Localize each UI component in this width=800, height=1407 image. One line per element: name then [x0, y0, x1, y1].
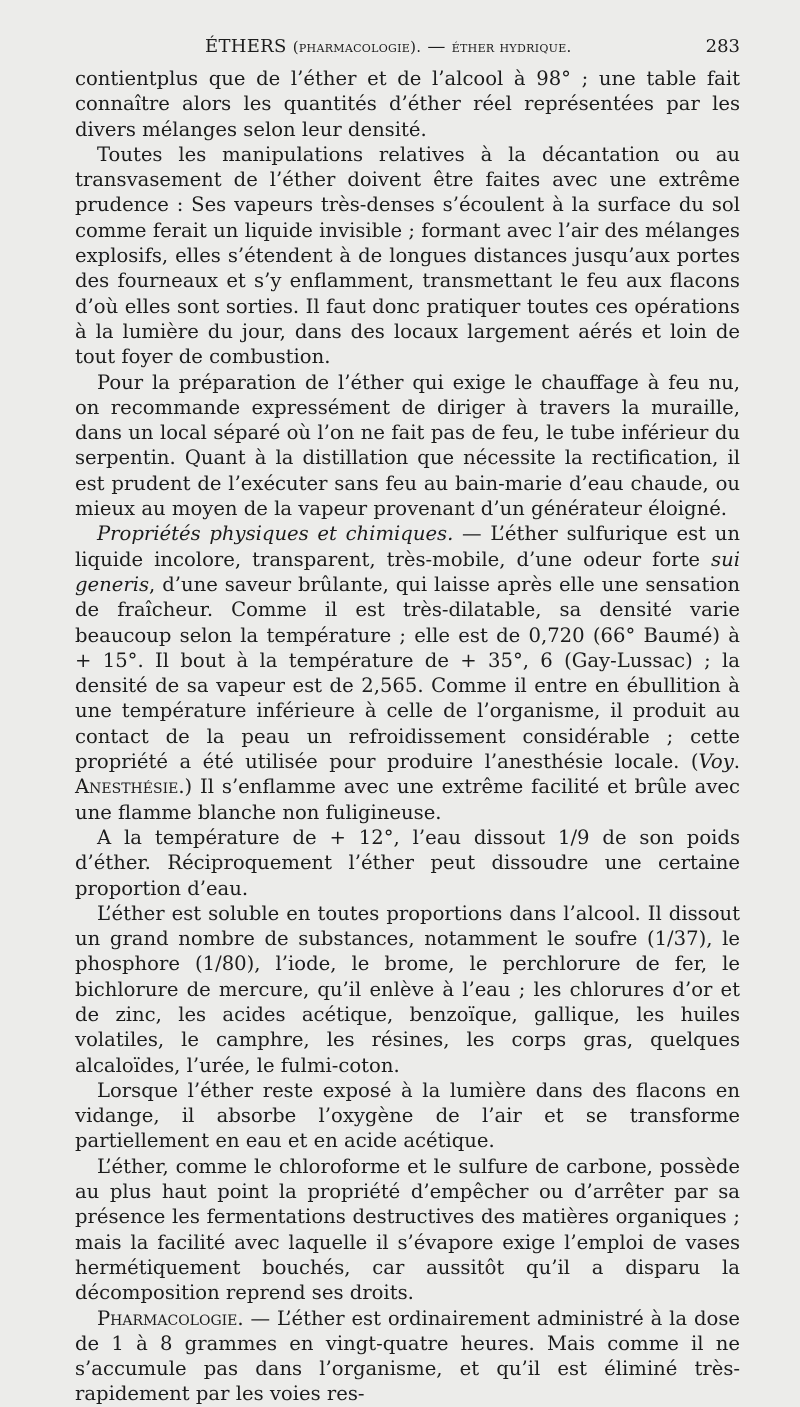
paragraph-1: contientplus que de l’éther et de l’alcool à 98° ; une table fait connaître alors les quantités d’éther réel représentées par les divers mélanges selon leur densité.	[75, 67, 740, 141]
section-heading-pharmacologie: Pharmacologie.	[97, 1306, 244, 1330]
paragraph-9	[75, 1306, 740, 1407]
page-body	[75, 66, 740, 1407]
paragraph-8: L’éther, comme le chloroforme et le sulfure de carbone, possède au plus haut point la propriété d’empêcher ou d’arrêter par sa présence les fermentations destructives des matières organiques ; mais la facilité avec laquelle il s’évapore exige l’emploi de vases hermétiquement bouchés, car aussitôt qu’il a disparu la décomposition reprend ses droits.	[75, 1154, 740, 1305]
paragraph-4-part-b: , d’une saveur brûlante, qui laisse après elle une sensation de fraîcheur. Comme il est très-dilatable, sa densité varie beaucoup selon la température ; elle est de 0,720 (66° Baumé) à + 15°. Il bout à la température de + 35°, 6 (Gay-Lussac) ; la densité de sa vapeur est de 2,565. Comme il entre en ébullition à une température inférieure à celle de l’organisme, il produit au contact de la peau un refroidissement considérable ; cette propriété a été utilisée pour produire l’anesthésie locale. (	[75, 572, 740, 774]
title-dash: —	[427, 36, 446, 57]
paragraph-2: Toutes les manipulations relatives à la décantation ou au transvasement de l’éther doivent être faites avec une extrême prudence : Ses vapeurs très-denses s’écoulent à la surface du sol comme ferait un liquide invisible ; formant avec l’air des mélanges explosifs, elles s’étendent à de longues distances jusqu’aux portes des fourneaux et s’y enflamment, transmettant le feu aux flacons d’où elles sont sorties. Il faut donc pratiquer toutes ces opérations à la lumière du jour, dans des locaux largement aérés et loin de tout foyer de combustion.	[75, 142, 740, 369]
paragraph-4-part-d: .) Il s’enflamme avec une extrême facilité et brûle avec une flamme blanche non fuligineuse.	[75, 775, 740, 824]
paragraph-4-part-a: — L’éther sulfurique est un liquide incolore, transparent, très-mobile, d’une odeur forte	[75, 522, 740, 571]
title-sub: éther hydrique.	[451, 38, 572, 56]
paragraph-9-text: — L’éther est ordinairement administré à la dose de 1 à 8 grammes en vingt-quatre heures. Mais comme il ne s’accumule pas dans l’organisme, et qu’il est éliminé très-rapidement par les voies res-	[75, 1306, 740, 1406]
cross-ref-anesthesie: Anesthésie	[75, 775, 179, 799]
paragraph-5: A la température de + 12°, l’eau dissout 1/9 de son poids d’éther. Réciproquement l’éther peut dissoudre une certaine proportion d’eau.	[75, 825, 740, 900]
paragraph-7: Lorsque l’éther reste exposé à la lumière dans des flacons en vidange, il absorbe l’oxygène de l’air et se transforme partiellement en eau et en acide acétique.	[75, 1078, 740, 1153]
page-number: 283	[705, 36, 740, 57]
paragraph-4	[75, 521, 740, 825]
paragraph-6: L’éther est soluble en toutes proportions dans l’alcool. Il dissout un grand nombre de substances, notamment le soufre (1/37), le phosphore (1/80), l’iode, le brome, le perchlorure de fer, le bichlorure de mercure, qu’il enlève à l’eau ; les chlorures d’or et de zinc, les acides acétique, benzoïque, gallique, les huiles volatiles, le camphre, les résines, les corps gras, quelques alcaloïdes, l’urée, le fulmi-coton.	[75, 901, 740, 1077]
running-header	[75, 36, 740, 66]
latin-phrase: sui generis	[75, 547, 740, 596]
paragraph-3: Pour la préparation de l’éther qui exige le chauffage à feu nu, on recommande expressément de diriger à travers la muraille, dans un local séparé où l’on ne fait pas de feu, le tube inférieur du serpentin. Quant à la distillation que nécessite la rectification, il est prudent de l’exécuter sans feu au bain-marie d’eau chaude, ou mieux au moyen de la vapeur provenant d’un générateur éloigné.	[75, 370, 740, 521]
running-title	[205, 36, 572, 57]
cross-ref-voy: Voy	[698, 750, 734, 774]
paragraph-4-part-c: .	[733, 750, 740, 774]
section-heading-physical-chemical: Propriétés physiques et chimiques.	[97, 522, 454, 546]
title-main: ÉTHERS	[205, 36, 287, 57]
title-paren: (pharmacologie).	[292, 38, 422, 56]
